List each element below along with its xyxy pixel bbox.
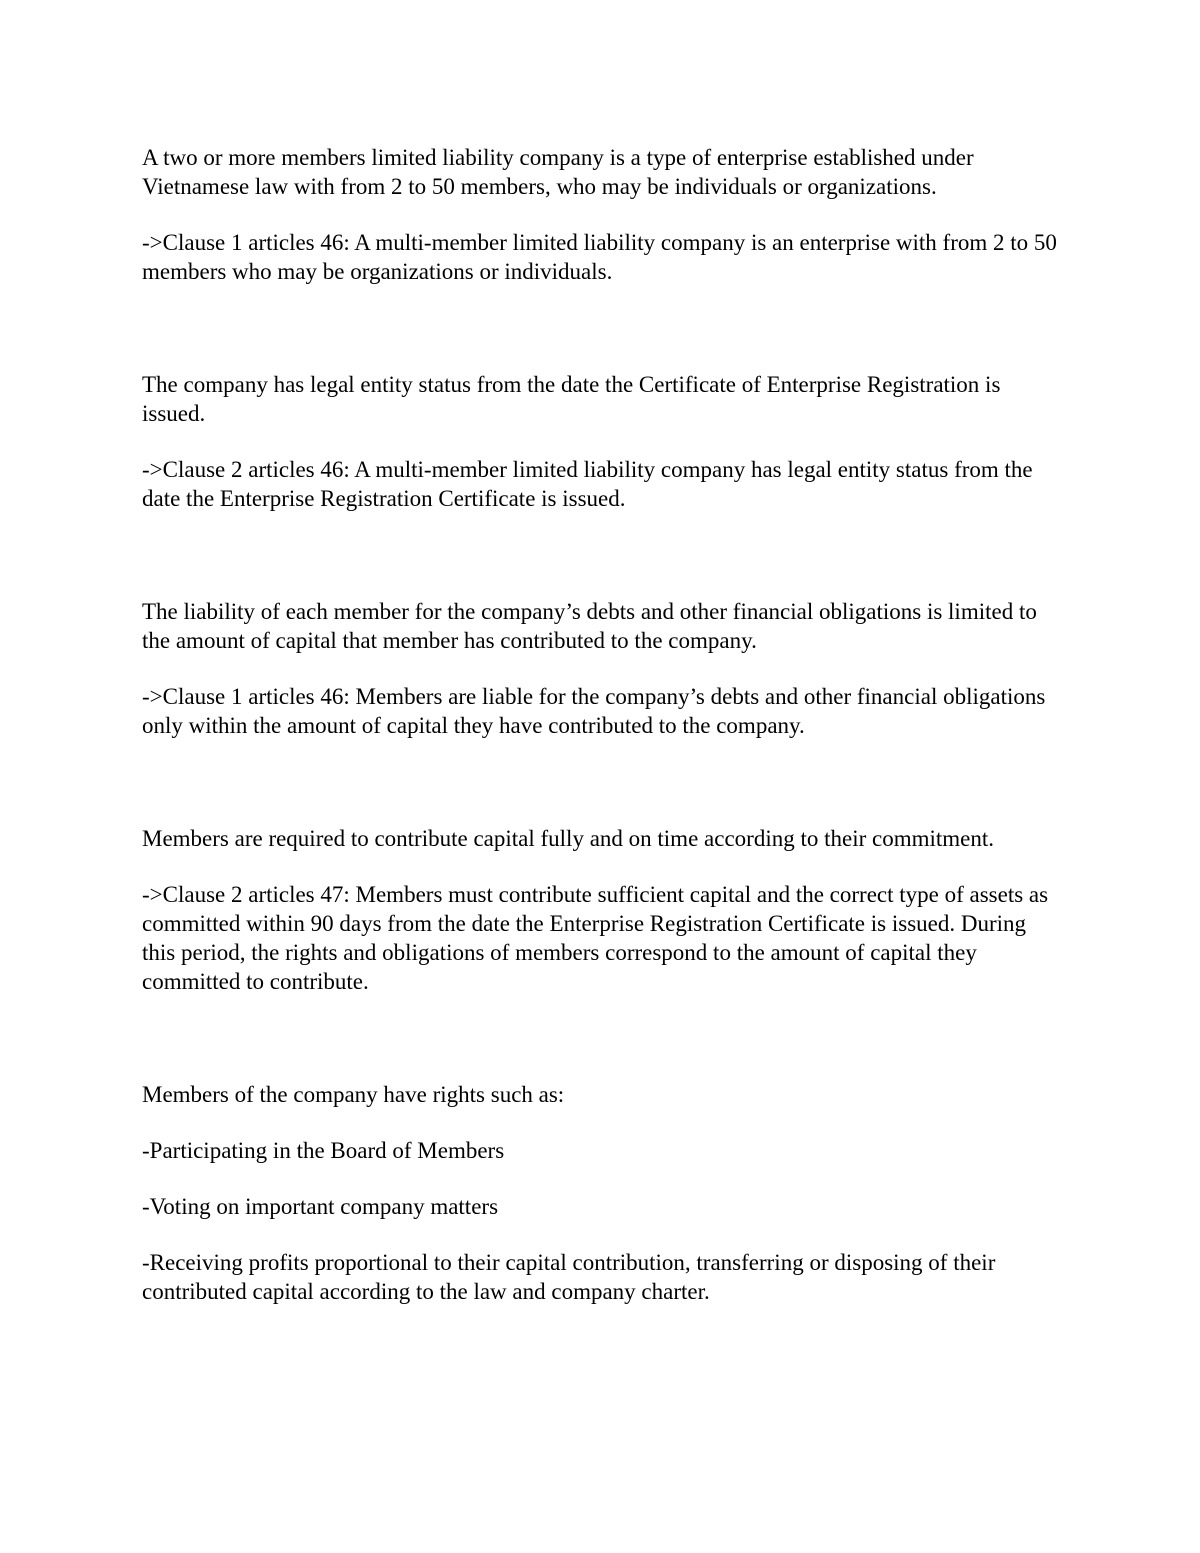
paragraph-rights-intro: Members of the company have rights such as: <box>142 1082 565 1107</box>
paragraph-clause-definition: ->Clause 1 articles 46: A multi-member limited liability company is an enterprise with from 2 to 50 members who may be organizations or individuals. <box>142 230 1057 284</box>
paragraph-capital-contribution: Members are required to contribute capital fully and on time according to their commitment. <box>142 826 994 851</box>
rights-item-board: -Participating in the Board of Members <box>142 1138 505 1163</box>
rights-item-voting: -Voting on important company matters <box>142 1194 499 1219</box>
paragraph-clause-liability: ->Clause 1 articles 46: Members are liable for the company’s debts and other financial obligations only within the amount of capital they have contributed to the company. <box>142 684 1046 738</box>
paragraph-clause-legal-entity: ->Clause 2 articles 46: A multi-member limited liability company has legal entity status from the date the Enterprise Registration Certificate is issued. <box>142 457 1033 511</box>
document-body <box>142 143 1062 1306</box>
paragraph-liability: The liability of each member for the company’s debts and other financial obligations is limited to the amount of capital that member has contributed to the company. <box>142 599 1037 653</box>
paragraph-definition: A two or more members limited liability company is a type of enterprise established under Vietnamese law with from 2 to 50 members, who may be individuals or organizations. <box>142 145 974 199</box>
paragraph-legal-entity: The company has legal entity status from the date the Certificate of Enterprise Registration is issued. <box>142 372 1001 426</box>
rights-item-profits: -Receiving profits proportional to their capital contribution, transferring or disposing of their contributed capital according to the law and company charter. <box>142 1250 996 1304</box>
paragraph-clause-capital-contribution: ->Clause 2 articles 47: Members must contribute sufficient capital and the correct type of assets as committed within 90 days from the date the Enterprise Registration Certificate is issued. During this period, the rights and obligations of members correspond to the amount of capital they committed to contribute. <box>142 882 1049 994</box>
